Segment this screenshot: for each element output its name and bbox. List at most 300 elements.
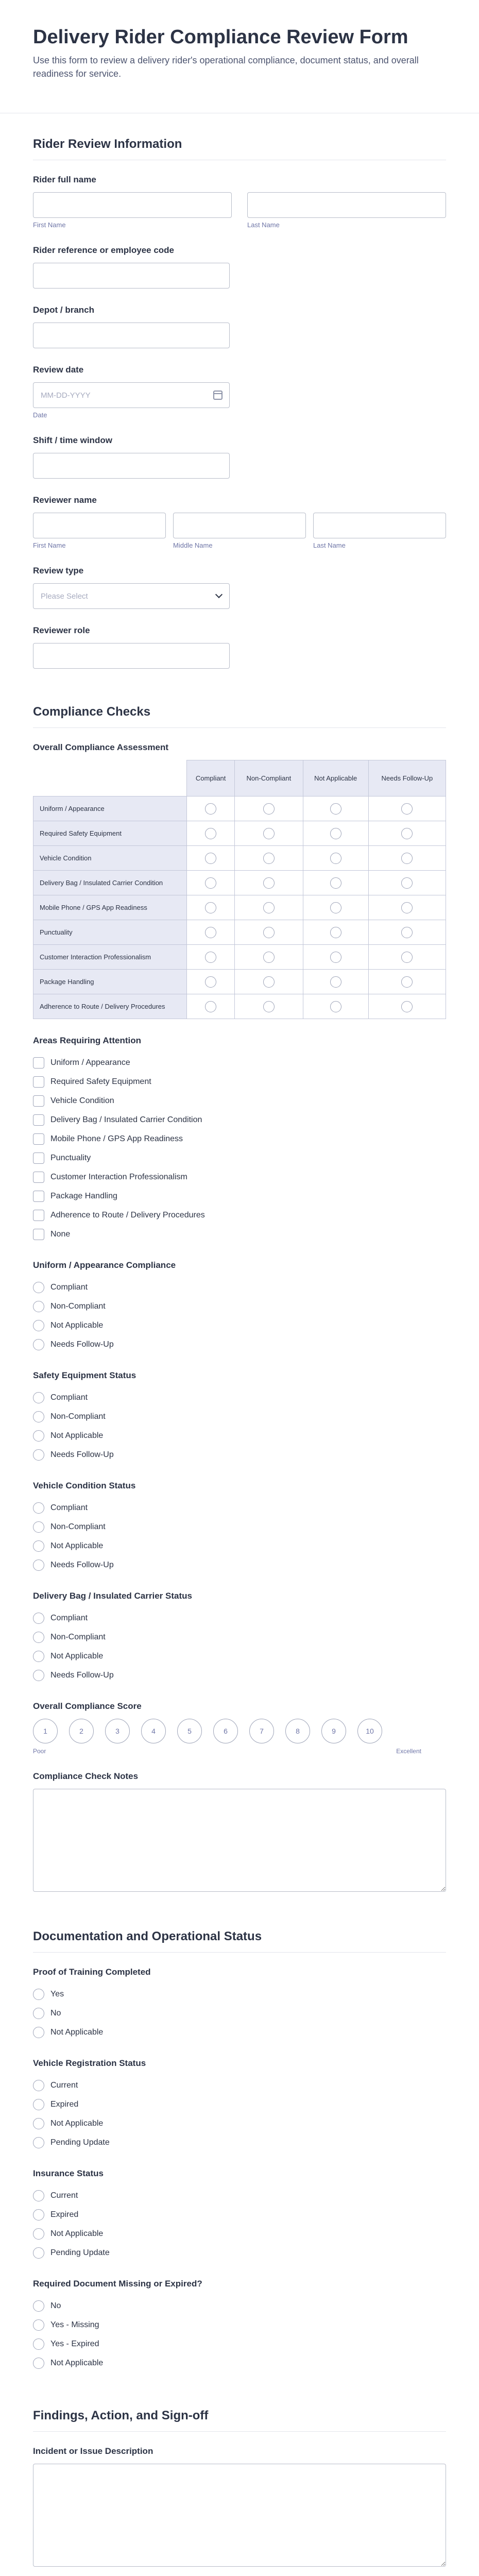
- matrix-radio[interactable]: [263, 877, 275, 889]
- checkbox-option[interactable]: [33, 1225, 446, 1244]
- matrix-cell: [303, 945, 368, 970]
- matrix-row: [33, 994, 446, 1019]
- option-label: Yes - Missing: [50, 2320, 99, 2329]
- field-label: Insurance Status: [33, 2168, 104, 2178]
- depot-field: [33, 294, 446, 353]
- score-option[interactable]: 10: [357, 1719, 382, 1743]
- field-label: Depot / branch: [33, 305, 95, 315]
- matrix-radio[interactable]: [330, 927, 341, 938]
- option-label: Not Applicable: [50, 1320, 104, 1330]
- matrix-cell: [235, 994, 303, 1019]
- checkbox-option[interactable]: [33, 1148, 446, 1167]
- matrix-cell: [187, 994, 235, 1019]
- score-option[interactable]: 4: [141, 1719, 166, 1743]
- option-label: Yes - Expired: [50, 2339, 99, 2348]
- checkbox[interactable]: [33, 1229, 44, 1240]
- matrix-radio[interactable]: [330, 853, 341, 864]
- checkbox-option[interactable]: [33, 1167, 446, 1187]
- radio-button[interactable]: [33, 1521, 44, 1533]
- review-type-field: [33, 554, 446, 614]
- matrix-cell: [187, 871, 235, 895]
- matrix-radio[interactable]: [263, 927, 275, 938]
- checkbox[interactable]: [33, 1191, 44, 1202]
- matrix-cell: [303, 871, 368, 895]
- option-label: No: [50, 2301, 61, 2310]
- compliance-matrix-field: [33, 731, 446, 1024]
- radio-button[interactable]: [33, 1560, 44, 1571]
- matrix-radio[interactable]: [263, 976, 275, 988]
- matrix-row-label: Delivery Bag / Insulated Carrier Condition: [33, 871, 187, 895]
- reviewer-role-input[interactable]: [33, 643, 230, 669]
- radio-option[interactable]: [33, 1608, 446, 1628]
- section-title-compliance: Compliance Checks: [33, 705, 446, 728]
- radio-group-field: [33, 1580, 446, 1690]
- radio-button[interactable]: [33, 1392, 44, 1403]
- checkbox-option[interactable]: [33, 1053, 446, 1072]
- rider-first-name-input[interactable]: [33, 192, 232, 218]
- radio-option[interactable]: [33, 2334, 446, 2353]
- option-label: No: [50, 2008, 61, 2018]
- matrix-cell: [368, 846, 446, 871]
- radio-option[interactable]: [33, 2114, 446, 2133]
- radio-button[interactable]: [33, 2190, 44, 2201]
- field-label: Reviewer role: [33, 625, 90, 635]
- option-label: Non-Compliant: [50, 1522, 106, 1531]
- radio-group-field: [33, 2047, 446, 2157]
- option-label: Expired: [50, 2099, 79, 2109]
- option-label: Mobile Phone / GPS App Readiness: [50, 1134, 183, 1143]
- compliance-matrix: [33, 760, 446, 1019]
- reviewer-middle-name-input[interactable]: [173, 513, 306, 538]
- score-option[interactable]: 8: [285, 1719, 310, 1743]
- option-label: Delivery Bag / Insulated Carrier Condition: [50, 1115, 202, 1124]
- radio-button[interactable]: [33, 2319, 44, 2331]
- matrix-radio[interactable]: [401, 952, 413, 963]
- radio-option[interactable]: [33, 2023, 446, 2042]
- option-label: Needs Follow-Up: [50, 1450, 114, 1459]
- matrix-cell: [187, 945, 235, 970]
- matrix-cell: [187, 796, 235, 821]
- incident-textarea[interactable]: [33, 2464, 446, 2567]
- matrix-row-label: Punctuality: [33, 920, 187, 945]
- radio-button[interactable]: [33, 1540, 44, 1552]
- radio-button[interactable]: [33, 1301, 44, 1312]
- radio-button[interactable]: [33, 1430, 44, 1442]
- matrix-row: [33, 846, 446, 871]
- matrix-cell: [235, 846, 303, 871]
- matrix-cell: [303, 920, 368, 945]
- checkbox-option[interactable]: [33, 1091, 446, 1110]
- matrix-cell: [303, 970, 368, 994]
- reviewer-role-field: [33, 614, 446, 674]
- radio-button[interactable]: [33, 2300, 44, 2312]
- compliance-notes-field: [33, 1760, 446, 1899]
- field-sublabel: Last Name: [313, 541, 346, 549]
- option-label: Not Applicable: [50, 2229, 104, 2238]
- matrix-row: [33, 945, 446, 970]
- radio-button[interactable]: [33, 2247, 44, 2259]
- radio-button[interactable]: [33, 2228, 44, 2240]
- radio-button[interactable]: [33, 2080, 44, 2091]
- rider-reference-field: [33, 234, 446, 294]
- radio-group-field: [33, 2267, 446, 2378]
- matrix-cell: [368, 895, 446, 920]
- radio-button[interactable]: [33, 2027, 44, 2038]
- matrix-row-label: Required Safety Equipment: [33, 821, 187, 846]
- radio-option[interactable]: [33, 1498, 446, 1517]
- option-label: Package Handling: [50, 1191, 117, 1200]
- matrix-row-label: Uniform / Appearance: [33, 796, 187, 821]
- matrix-row-label: Adherence to Route / Delivery Procedures: [33, 994, 187, 1019]
- matrix-cell: [368, 970, 446, 994]
- field-label: Vehicle Registration Status: [33, 2058, 146, 2068]
- option-label: Pending Update: [50, 2248, 110, 2257]
- field-label: Review type: [33, 566, 84, 575]
- matrix-row-label: Mobile Phone / GPS App Readiness: [33, 895, 187, 920]
- option-label: Non-Compliant: [50, 1301, 106, 1311]
- radio-group-field: [33, 1469, 446, 1580]
- matrix-row: [33, 871, 446, 895]
- radio-option[interactable]: [33, 1388, 446, 1407]
- option-label: None: [50, 1229, 71, 1239]
- option-label: Yes: [50, 1989, 64, 1998]
- matrix-cell: [303, 821, 368, 846]
- matrix-radio[interactable]: [330, 902, 341, 913]
- radio-option[interactable]: [33, 1278, 446, 1297]
- option-label: Non-Compliant: [50, 1412, 106, 1421]
- field-sublabel: First Name: [33, 541, 66, 549]
- option-label: Punctuality: [50, 1153, 91, 1162]
- form-description: Use this form to review a delivery rider's operational compliance, document status, and overall readiness for service.: [33, 55, 419, 79]
- matrix-cell: [235, 895, 303, 920]
- field-sublabel: Middle Name: [173, 541, 213, 549]
- radio-button[interactable]: [33, 2137, 44, 2148]
- matrix-cell: [368, 920, 446, 945]
- form-title: Delivery Rider Compliance Review Form: [33, 26, 408, 48]
- radio-button[interactable]: [33, 1502, 44, 1514]
- radio-option[interactable]: [33, 1555, 446, 1574]
- field-label: Incident or Issue Description: [33, 2446, 153, 2456]
- radio-button[interactable]: [33, 2118, 44, 2129]
- radio-option[interactable]: [33, 2315, 446, 2334]
- radio-option[interactable]: [33, 2186, 446, 2205]
- checkbox[interactable]: [33, 1057, 44, 1069]
- radio-button[interactable]: [33, 2099, 44, 2110]
- radio-button[interactable]: [33, 2209, 44, 2221]
- option-label: Compliant: [50, 1503, 88, 1512]
- radio-option[interactable]: [33, 1536, 446, 1555]
- field-label: Overall Compliance Score: [33, 1701, 142, 1711]
- rider-full-name-field: [33, 163, 446, 234]
- matrix-cell: [187, 821, 235, 846]
- field-label: Review date: [33, 365, 84, 375]
- option-label: Required Safety Equipment: [50, 1077, 151, 1086]
- score-option[interactable]: 9: [321, 1719, 346, 1743]
- option-label: Not Applicable: [50, 1431, 104, 1440]
- matrix-cell: [187, 846, 235, 871]
- option-label: Not Applicable: [50, 2358, 104, 2367]
- radio-option[interactable]: [33, 2224, 446, 2243]
- matrix-row-label: Customer Interaction Professionalism: [33, 945, 187, 970]
- radio-group-field: [33, 1359, 446, 1469]
- matrix-radio[interactable]: [401, 902, 413, 913]
- field-sublabel: Last Name: [247, 221, 280, 229]
- radio-button[interactable]: [33, 2338, 44, 2350]
- checkbox[interactable]: [33, 1172, 44, 1183]
- shift-input[interactable]: [33, 453, 230, 479]
- score-option[interactable]: 1: [33, 1719, 58, 1743]
- radio-group-field: [33, 2157, 446, 2267]
- field-label: Rider full name: [33, 175, 96, 184]
- depot-input[interactable]: [33, 323, 230, 348]
- option-label: Customer Interaction Professionalism: [50, 1172, 187, 1181]
- radio-option[interactable]: [33, 2133, 446, 2152]
- radio-button[interactable]: [33, 1632, 44, 1643]
- field-label: Uniform / Appearance Compliance: [33, 1260, 176, 1270]
- matrix-radio[interactable]: [401, 853, 413, 864]
- score-option[interactable]: 3: [105, 1719, 130, 1743]
- option-label: Uniform / Appearance: [50, 1058, 130, 1067]
- checkbox[interactable]: [33, 1153, 44, 1164]
- matrix-radio[interactable]: [205, 902, 216, 913]
- matrix-cell: [235, 970, 303, 994]
- radio-option[interactable]: [33, 1517, 446, 1536]
- matrix-row: [33, 796, 446, 821]
- radio-option[interactable]: [33, 1628, 446, 1647]
- score-option[interactable]: 5: [177, 1719, 202, 1743]
- checkbox-option[interactable]: [33, 1129, 446, 1148]
- matrix-radio[interactable]: [401, 828, 413, 839]
- option-label: Vehicle Condition: [50, 1096, 114, 1105]
- scale-high-label: Excellent: [396, 1748, 421, 1755]
- score-option[interactable]: 6: [213, 1719, 238, 1743]
- matrix-radio[interactable]: [263, 902, 275, 913]
- matrix-cell: [303, 895, 368, 920]
- scale-low-label: Poor: [33, 1748, 46, 1755]
- radio-button[interactable]: [33, 1670, 44, 1681]
- matrix-radio[interactable]: [205, 1001, 216, 1012]
- radio-option[interactable]: [33, 2353, 446, 2372]
- review-type-select[interactable]: [33, 583, 230, 609]
- matrix-cell: [303, 994, 368, 1019]
- radio-button[interactable]: [33, 1989, 44, 2000]
- matrix-cell: [368, 796, 446, 821]
- radio-group-field: [33, 1249, 446, 1359]
- radio-button[interactable]: [33, 1320, 44, 1331]
- option-label: Needs Follow-Up: [50, 1670, 114, 1680]
- matrix-row: [33, 821, 446, 846]
- matrix-radio[interactable]: [205, 828, 216, 839]
- option-label: Compliant: [50, 1613, 88, 1622]
- matrix-radio[interactable]: [330, 952, 341, 963]
- checkbox[interactable]: [33, 1076, 44, 1088]
- radio-option[interactable]: [33, 1426, 446, 1445]
- matrix-radio[interactable]: [263, 803, 275, 815]
- checkbox[interactable]: [33, 1210, 44, 1221]
- rider-reference-input[interactable]: [33, 263, 230, 289]
- matrix-radio[interactable]: [401, 877, 413, 889]
- radio-button[interactable]: [33, 1613, 44, 1624]
- radio-option[interactable]: [33, 1445, 446, 1464]
- radio-option[interactable]: [33, 2243, 446, 2262]
- radio-button[interactable]: [33, 2008, 44, 2019]
- option-label: Not Applicable: [50, 2119, 104, 2128]
- reviewer-last-name-input[interactable]: [313, 513, 446, 538]
- matrix-radio[interactable]: [330, 1001, 341, 1012]
- radio-option[interactable]: [33, 2076, 446, 2095]
- review-date-field: [33, 353, 446, 424]
- field-label: Overall Compliance Assessment: [33, 742, 168, 752]
- field-label: Proof of Training Completed: [33, 1967, 151, 1977]
- option-label: Not Applicable: [50, 2027, 104, 2037]
- matrix-radio[interactable]: [263, 828, 275, 839]
- radio-option[interactable]: [33, 1647, 446, 1666]
- field-sublabel: Date: [33, 411, 47, 419]
- incident-field: [33, 2435, 446, 2573]
- matrix-radio[interactable]: [263, 1001, 275, 1012]
- compliance-score-field: [33, 1690, 446, 1760]
- reviewer-name-field: [33, 484, 446, 554]
- checkbox-option[interactable]: [33, 1187, 446, 1206]
- radio-button[interactable]: [33, 1339, 44, 1350]
- radio-option[interactable]: [33, 1316, 446, 1335]
- matrix-cell: [187, 920, 235, 945]
- matrix-column-header: Needs Follow-Up: [368, 760, 446, 796]
- matrix-row: [33, 895, 446, 920]
- matrix-cell: [368, 945, 446, 970]
- matrix-radio[interactable]: [205, 853, 216, 864]
- radio-option[interactable]: [33, 1297, 446, 1316]
- radio-option[interactable]: [33, 1407, 446, 1426]
- matrix-cell: [303, 796, 368, 821]
- radio-option[interactable]: [33, 2095, 446, 2114]
- matrix-column-header: Compliant: [187, 760, 235, 796]
- option-label: Non-Compliant: [50, 1632, 106, 1641]
- section-title-findings: Findings, Action, and Sign-off: [33, 2409, 446, 2432]
- score-option[interactable]: 7: [249, 1719, 274, 1743]
- matrix-row: [33, 970, 446, 994]
- option-label: Compliant: [50, 1282, 88, 1292]
- field-label: Safety Equipment Status: [33, 1370, 136, 1380]
- matrix-radio[interactable]: [205, 927, 216, 938]
- matrix-radio[interactable]: [205, 803, 216, 815]
- score-option[interactable]: 2: [69, 1719, 94, 1743]
- radio-button[interactable]: [33, 1411, 44, 1422]
- option-label: Pending Update: [50, 2138, 110, 2147]
- radio-group-field: [33, 1956, 446, 2047]
- matrix-radio[interactable]: [401, 803, 413, 815]
- matrix-cell: [303, 846, 368, 871]
- corrective-action-field: [33, 2573, 446, 2576]
- matrix-row: [33, 920, 446, 945]
- form-header: [0, 0, 479, 113]
- matrix-cell: [368, 871, 446, 895]
- checkbox-option[interactable]: [33, 1072, 446, 1091]
- matrix-corner: [33, 760, 187, 796]
- matrix-radio[interactable]: [205, 952, 216, 963]
- matrix-radio[interactable]: [330, 828, 341, 839]
- matrix-cell: [187, 895, 235, 920]
- matrix-radio[interactable]: [205, 877, 216, 889]
- option-label: Needs Follow-Up: [50, 1340, 114, 1349]
- field-label: Areas Requiring Attention: [33, 1036, 141, 1045]
- field-label: Compliance Check Notes: [33, 1771, 139, 1781]
- matrix-cell: [368, 821, 446, 846]
- option-label: Needs Follow-Up: [50, 1560, 114, 1569]
- option-label: Compliant: [50, 1393, 88, 1402]
- matrix-row-label: Package Handling: [33, 970, 187, 994]
- checkbox-option[interactable]: [33, 1110, 446, 1129]
- radio-option[interactable]: [33, 2296, 446, 2315]
- matrix-column-header: Not Applicable: [303, 760, 368, 796]
- section-title-documentation: Documentation and Operational Status: [33, 1929, 446, 1953]
- field-sublabel: First Name: [33, 221, 66, 229]
- matrix-cell: [235, 945, 303, 970]
- option-label: Not Applicable: [50, 1651, 104, 1660]
- matrix-column-header: Non-Compliant: [235, 760, 303, 796]
- reviewer-first-name-input[interactable]: [33, 513, 166, 538]
- score-scale: [33, 1719, 446, 1743]
- matrix-cell: [187, 970, 235, 994]
- matrix-radio[interactable]: [263, 853, 275, 864]
- field-label: Rider reference or employee code: [33, 245, 175, 255]
- matrix-radio[interactable]: [401, 1001, 413, 1012]
- matrix-radio[interactable]: [263, 952, 275, 963]
- radio-option[interactable]: [33, 1985, 446, 2004]
- radio-button[interactable]: [33, 1282, 44, 1293]
- review-date-input[interactable]: [33, 382, 230, 408]
- matrix-cell: [235, 871, 303, 895]
- matrix-cell: [235, 920, 303, 945]
- checkbox[interactable]: [33, 1133, 44, 1145]
- field-label: Delivery Bag / Insulated Carrier Status: [33, 1591, 192, 1601]
- matrix-cell: [368, 994, 446, 1019]
- field-label: Required Document Missing or Expired?: [33, 2279, 202, 2289]
- radio-option[interactable]: [33, 1666, 446, 1685]
- option-label: Expired: [50, 2210, 79, 2219]
- radio-button[interactable]: [33, 1651, 44, 1662]
- option-label: Current: [50, 2080, 78, 2090]
- areas-attention-field: [33, 1024, 446, 1249]
- option-label: Not Applicable: [50, 1541, 104, 1550]
- radio-option[interactable]: [33, 1335, 446, 1354]
- compliance-notes-textarea[interactable]: [33, 1789, 446, 1892]
- select-value[interactable]: Please Select: [33, 583, 230, 609]
- matrix-radio[interactable]: [330, 976, 341, 988]
- rider-last-name-input[interactable]: [247, 192, 446, 218]
- matrix-radio[interactable]: [205, 976, 216, 988]
- radio-option[interactable]: [33, 2004, 446, 2023]
- section-title-rider-info: Rider Review Information: [33, 137, 446, 160]
- radio-button[interactable]: [33, 1449, 44, 1461]
- radio-option[interactable]: [33, 2205, 446, 2224]
- field-label: Reviewer name: [33, 495, 97, 505]
- option-label: Adherence to Route / Delivery Procedures: [50, 1210, 205, 1219]
- option-label: Current: [50, 2191, 78, 2200]
- matrix-radio[interactable]: [330, 877, 341, 889]
- field-label: Vehicle Condition Status: [33, 1481, 136, 1490]
- matrix-radio[interactable]: [330, 803, 341, 815]
- calendar-icon[interactable]: [213, 391, 223, 400]
- checkbox[interactable]: [33, 1114, 44, 1126]
- matrix-radio[interactable]: [401, 976, 413, 988]
- checkbox-option[interactable]: [33, 1206, 446, 1225]
- matrix-cell: [235, 796, 303, 821]
- field-label: Shift / time window: [33, 435, 112, 445]
- checkbox[interactable]: [33, 1095, 44, 1107]
- matrix-radio[interactable]: [401, 927, 413, 938]
- radio-button[interactable]: [33, 2358, 44, 2369]
